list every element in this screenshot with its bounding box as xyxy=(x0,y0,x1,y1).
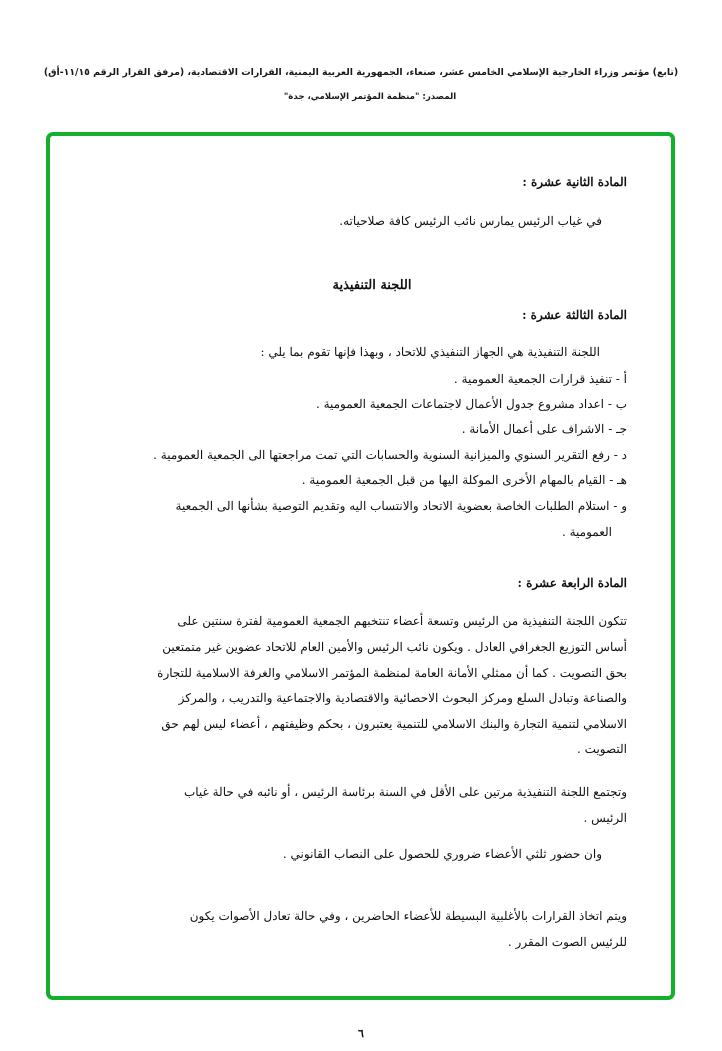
section-heading: اللجنة التنفيذية xyxy=(332,278,412,293)
article-14-p3: وان حضور ثلثي الأعضاء ضروري للحصول على النصاب القانوني . xyxy=(282,847,602,861)
article-13-item-f-cont: العمومية . xyxy=(561,525,612,539)
article-13-title: المادة الثالثة عشرة : xyxy=(522,308,627,322)
article-14-p1-line: بحق التصويت . كما أن ممثلي الأمانة العامة لمنظمة المؤتمر الاسلامي والغرفة الاسلامية للتجارة xyxy=(157,666,627,680)
highlight-frame xyxy=(46,132,675,1000)
article-14-p1-line: أساس التوزيع الجغرافي العادل . ويكون نائب الرئيس والأمين العام للاتحاد عضوين غير متمتعين xyxy=(162,640,627,654)
page-number: ٦ xyxy=(358,1027,364,1040)
article-13-item-d: د - رفع التقرير السنوي والميزانية السنوية والحسابات التي تمت مراجعتها الى الجمعية العمومية . xyxy=(153,448,627,462)
article-14-p2-line: وتجتمع اللجنة التنفيذية مرتين على الأقل في السنة برئاسة الرئيس ، أو نائبه في حالة غياب xyxy=(183,785,627,799)
article-14-p4-line: للرئيس الصوت المقرر . xyxy=(507,935,627,949)
article-14-p1-line: تتكون اللجنة التنفيذية من الرئيس وتسعة أعضاء تنتخبهم الجمعية العمومية لفترة سنتين على xyxy=(177,614,627,628)
article-13-item-b: ب - اعداد مشروع جدول الأعمال لاجتماعات الجمعية العمومية . xyxy=(315,397,627,411)
article-13-item-a: أ - تنفيذ قرارات الجمعية العمومية . xyxy=(453,372,627,386)
header-line-1: (تابع) مؤتمر وزراء الخارجية الإسلامي الخامس عشر، صنعاء، الجمهورية العربية اليمنية، القرارات الاقتصادية، (مرفق القرار الرقم ١١/١٥-أق) xyxy=(43,67,679,78)
article-13-item-f: و - استلام الطلبات الخاصة بعضوية الاتحاد والانتساب اليه وتقديم التوصية بشأنها الى الجمعية xyxy=(175,499,627,513)
article-14-p1-line: الاسلامي لتنمية التجارة والبنك الاسلامي للتنمية يعتبرون ، بحكم وظيفتهم ، أعضاء ليس لهم حق xyxy=(161,717,627,731)
article-12-title: المادة الثانية عشرة : xyxy=(522,175,627,189)
article-13-item-c: جـ - الاشراف على أعمال الأمانة . xyxy=(461,422,627,436)
article-14-p1-line: التصويت . xyxy=(577,742,627,756)
article-14-title: المادة الرابعة عشرة : xyxy=(517,576,627,590)
article-13-item-e: هـ - القيام بالمهام الأخرى الموكلة اليها من قبل الجمعية العمومية . xyxy=(301,473,627,487)
article-12-text: في غياب الرئيس يمارس نائب الرئيس كافة صلاحياته. xyxy=(339,214,602,228)
article-14-p2-line: الرئيس . xyxy=(583,811,627,825)
header-source-line: المصدر: "منظمة المؤتمر الإسلامي، جدة" xyxy=(283,92,457,102)
article-14-p1-line: والصناعة وتبادل السلع ومركز البحوث الاحصائية والاقتصادية والاجتماعية والتدريب ، والمركز xyxy=(178,691,627,705)
article-14-p4-line: ويتم اتخاذ القرارات بالأغلبية البسيطة للأعضاء الحاضرين ، وفي حالة تعادل الأصوات يكون xyxy=(189,909,627,923)
article-13-intro: اللجنة التنفيذية هي الجهاز التنفيذي للاتحاد ، وبهذا فإنها تقوم بما يلي : xyxy=(260,345,600,359)
